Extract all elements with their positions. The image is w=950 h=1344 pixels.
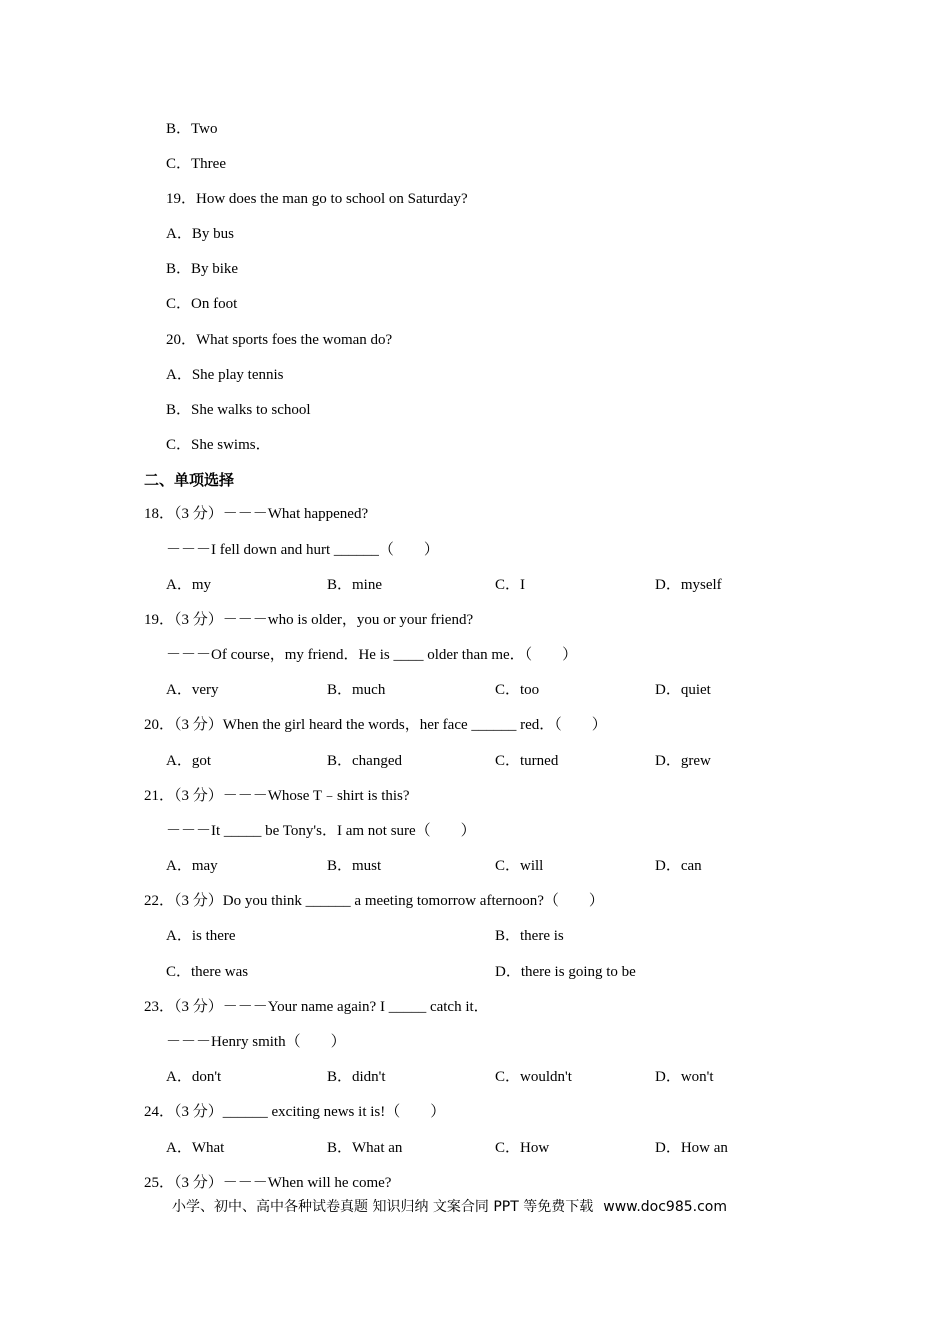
option-a: A．my: [166, 577, 212, 593]
option-c: C．I: [495, 577, 526, 593]
option-c: C．too: [495, 682, 540, 698]
section-title: 二、单项选择: [144, 471, 235, 489]
option-b: B．must: [327, 858, 382, 874]
footer-text: 小学、初中、高中各种试卷真题 知识归纳 文案合同 PPT 等免费下载: [172, 1199, 594, 1215]
option-line: B．Two: [166, 121, 218, 137]
option-line: B．By bike: [166, 261, 239, 277]
option-a: A．What: [166, 1140, 225, 1156]
option-d: D．can: [655, 858, 702, 874]
question-line: 19．（3 分）－－－who is older，you or your friend?: [144, 612, 474, 628]
footer-url[interactable]: www.doc985.com: [603, 1199, 727, 1215]
question-line: 18．（3 分）－－－What happened?: [144, 506, 369, 522]
option-line: B．She walks to school: [166, 402, 311, 418]
option-line: A．By bus: [166, 226, 234, 242]
option-b: B．What an: [327, 1140, 403, 1156]
option-line: C．On foot: [166, 296, 238, 312]
option-line: C．She swims．: [166, 437, 271, 453]
page-footer: [172, 1196, 727, 1216]
option-a: A．may: [166, 858, 218, 874]
question-line: 24．（3 分）______ exciting news it is!（ ）: [144, 1104, 446, 1120]
option-a: A．is there: [166, 928, 236, 944]
option-d: D．How an: [655, 1140, 728, 1156]
option-line: A．She play tennis: [166, 367, 284, 383]
question-line: －－－Of course，my friend．He is ____ older than me．（ ）: [166, 647, 578, 663]
option-a: A．got: [166, 753, 212, 769]
option-d: D．there is going to be: [495, 964, 636, 980]
question-line: 22．（3 分）Do you think ______ a meeting tomorrow afternoon?（ ）: [144, 893, 604, 909]
question-line: 20．What sports foes the woman do?: [166, 332, 393, 348]
option-c: C．How: [495, 1140, 550, 1156]
option-a: A．very: [166, 682, 219, 698]
option-c: C．will: [495, 858, 544, 874]
question-line: －－－It _____ be Tony's．I am not sure（ ）: [166, 823, 476, 839]
question-line: －－－I fell down and hurt ______（ ）: [166, 542, 439, 558]
option-a: A．don't: [166, 1069, 222, 1085]
question-line: 23．（3 分）－－－Your name again? I _____ catch it．: [144, 999, 489, 1015]
question-line: 25．（3 分）－－－When will he come?: [144, 1175, 392, 1191]
option-line: C．Three: [166, 156, 226, 172]
option-c: C．there was: [166, 964, 249, 980]
option-c: C．wouldn't: [495, 1069, 572, 1085]
option-b: B．there is: [495, 928, 564, 944]
option-b: B．mine: [327, 577, 382, 593]
option-b: B．didn't: [327, 1069, 386, 1085]
question-line: 21．（3 分）－－－Whose T﹣shirt is this?: [144, 788, 410, 804]
option-b: B．much: [327, 682, 386, 698]
option-d: D．won't: [655, 1069, 714, 1085]
question-line: 19．How does the man go to school on Saturday?: [166, 191, 468, 207]
option-d: D．quiet: [655, 682, 711, 698]
question-line: －－－Henry smith（ ）: [166, 1034, 346, 1050]
option-c: C．turned: [495, 753, 559, 769]
option-d: D．grew: [655, 753, 711, 769]
question-line: 20．（3 分）When the girl heard the words，her face ______ red．（ ）: [144, 717, 607, 733]
option-b: B．changed: [327, 753, 402, 769]
option-d: D．myself: [655, 577, 722, 593]
